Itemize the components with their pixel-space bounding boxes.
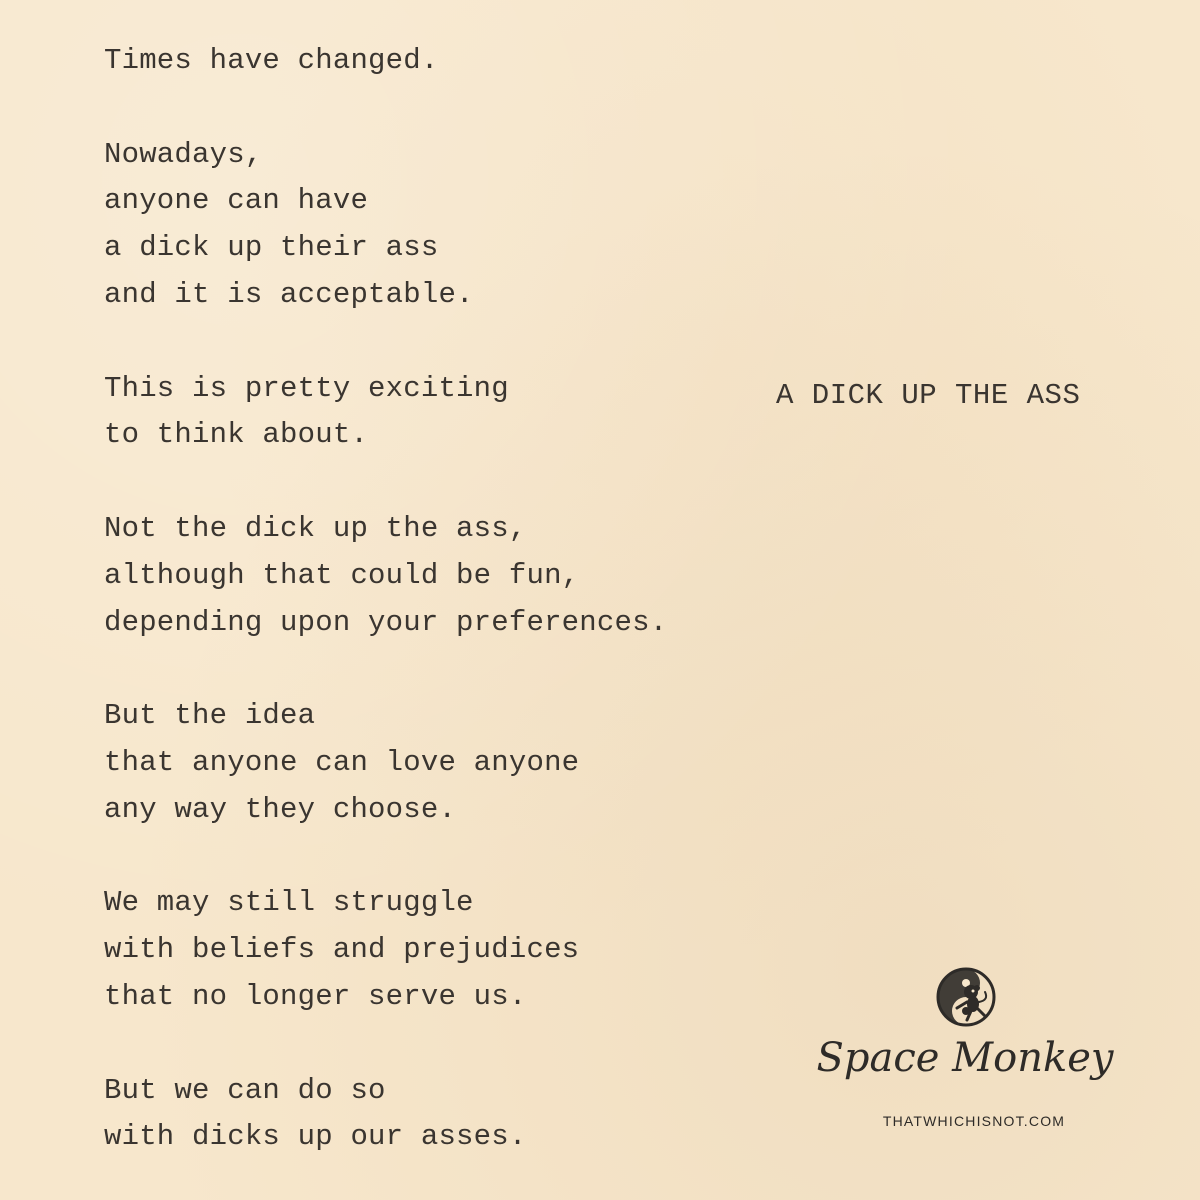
poem-line: although that could be fun, — [104, 558, 580, 592]
poem-line: This is pretty exciting — [104, 371, 509, 405]
poem-line: Nowadays, — [104, 137, 263, 171]
stanza — [104, 880, 764, 1020]
poem-line: with dicks up our asses. — [104, 1120, 527, 1154]
stanza — [104, 132, 764, 319]
poem-line: Times have changed. — [104, 44, 439, 77]
poem-line: anyone can have — [104, 184, 369, 218]
stanza — [104, 38, 764, 85]
poem-line: that anyone can love anyone — [104, 745, 580, 779]
poem-line: Not the dick up the ass, — [104, 511, 527, 545]
stanza — [104, 506, 764, 646]
stanza — [104, 693, 764, 833]
brand-block — [800, 962, 1130, 1142]
poem-line: a dick up their ass — [104, 231, 439, 265]
stanza — [104, 366, 764, 460]
poem-line: But we can do so — [104, 1073, 386, 1107]
poem-line: that no longer serve us. — [104, 979, 527, 1013]
brand-name: Space Monkey — [816, 1035, 1114, 1081]
poem-line: any way they choose. — [104, 792, 457, 826]
poem-body — [104, 38, 764, 1161]
poem-line: and it is acceptable. — [104, 277, 474, 311]
brand-url: THATWHICHISNOT.COM — [882, 1113, 1066, 1129]
poem-title: A DICK UP THE ASS — [776, 379, 1081, 412]
poem-line: depending upon your preferences. — [104, 605, 668, 639]
poem-line: with beliefs and prejudices — [104, 933, 580, 967]
poem-line: to think about. — [104, 418, 369, 452]
poem-line: We may still struggle — [104, 886, 474, 920]
poem-line: But the idea — [104, 699, 316, 733]
stanza — [104, 1068, 764, 1162]
space-monkey-logo-icon — [933, 964, 999, 1030]
